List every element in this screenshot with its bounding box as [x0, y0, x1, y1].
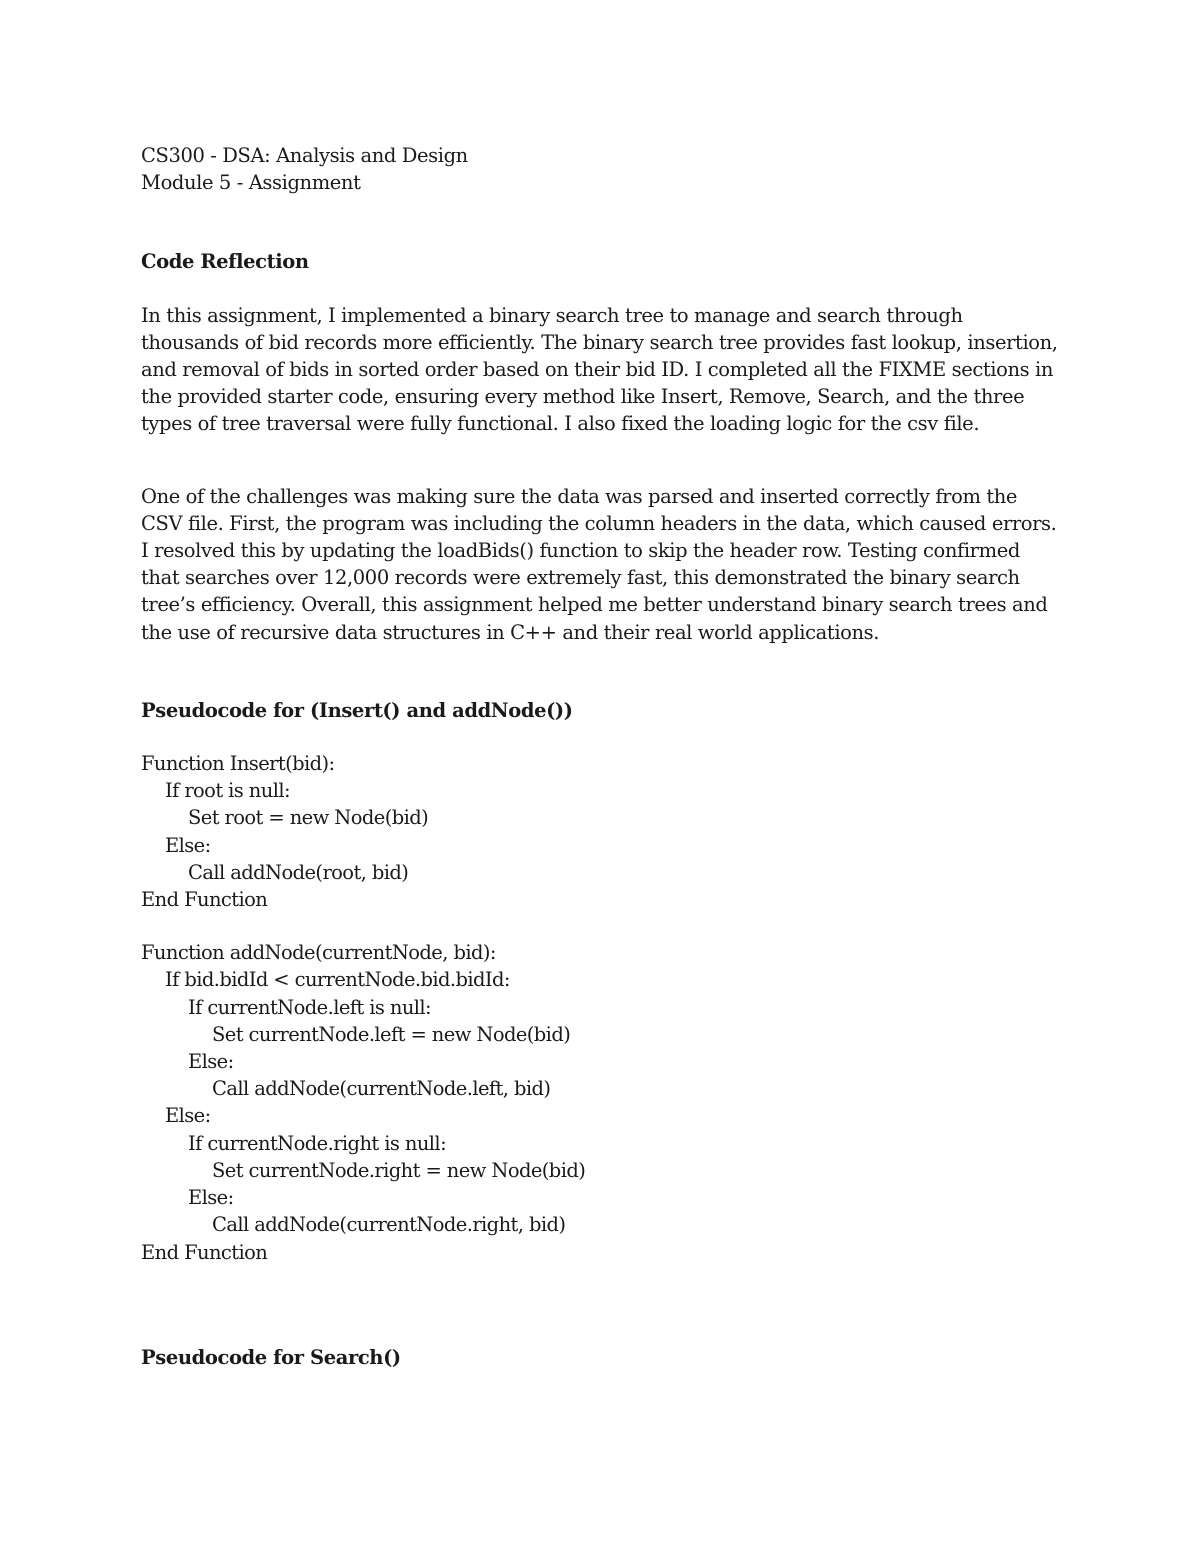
- code-line: If root is null:: [165, 779, 290, 803]
- spacer: [141, 276, 1061, 302]
- spacer: [141, 724, 1061, 750]
- insert-pseudocode-heading: Pseudocode for (Insert() and addNode()): [141, 698, 573, 722]
- code-line: Else:: [188, 1186, 234, 1210]
- spacer: [141, 1266, 1061, 1344]
- code-line: Call addNode(root, bid): [188, 860, 409, 884]
- spacer: [141, 646, 1061, 697]
- code-line: If currentNode.left is null:: [188, 995, 432, 1019]
- reflection-paragraph-2: One of the challenges was making sure the data was parsed and inserted correctly from the CSV file. First, the program was including the column headers in the data, which caused errors. I resolved this by updating the loadBids() function to skip the header row. Testing confirmed that searches over 12,000 records were extremely fast, this demonstrated the binary search tree’s efficiency. Overall, this assignment helped me better understand binary search trees and the use of recursive data structures in C++ and their real world applications.: [141, 484, 1057, 644]
- code-reflection-heading: Code Reflection: [141, 250, 309, 274]
- code-line: Set root = new Node(bid): [188, 806, 429, 830]
- document-page: [141, 142, 1061, 1371]
- code-line: Else:: [188, 1050, 234, 1074]
- code-line: End Function: [141, 1240, 268, 1264]
- spacer: [141, 438, 1061, 483]
- course-title: CS300 - DSA: Analysis and Design: [141, 144, 468, 167]
- insert-pseudocode-block: [141, 750, 1061, 913]
- code-line: Call addNode(currentNode.left, bid): [212, 1077, 551, 1101]
- code-line: Else:: [165, 833, 211, 857]
- spacer: [141, 196, 1061, 248]
- code-line: Function addNode(currentNode, bid):: [141, 941, 496, 965]
- code-line: Set currentNode.right = new Node(bid): [212, 1158, 586, 1182]
- reflection-paragraph-1: In this assignment, I implemented a binary search tree to manage and search through thousands of bid records more efficiently. The binary search tree provides fast lookup, insertion, and removal of bids in sorted order based on their bid ID. I completed all the FIXME sections in the provided starter code, ensuring every method like Insert, Remove, Search, and the three types of tree traversal were fully functional. I also fixed the loading logic for the csv file.: [141, 303, 1058, 436]
- code-line: End Function: [141, 888, 268, 912]
- spacer: [141, 913, 1061, 939]
- search-pseudocode-heading: Pseudocode for Search(): [141, 1345, 401, 1369]
- addnode-pseudocode-block: [141, 939, 1061, 1265]
- code-line: If currentNode.right is null:: [188, 1131, 447, 1155]
- code-line: If bid.bidId < currentNode.bid.bidId:: [165, 968, 510, 992]
- code-line: Function Insert(bid):: [141, 752, 335, 776]
- code-line: Set currentNode.left = new Node(bid): [212, 1022, 571, 1046]
- code-line: Else:: [165, 1104, 211, 1128]
- module-title: Module 5 - Assignment: [141, 171, 361, 195]
- code-line: Call addNode(currentNode.right, bid): [212, 1213, 566, 1237]
